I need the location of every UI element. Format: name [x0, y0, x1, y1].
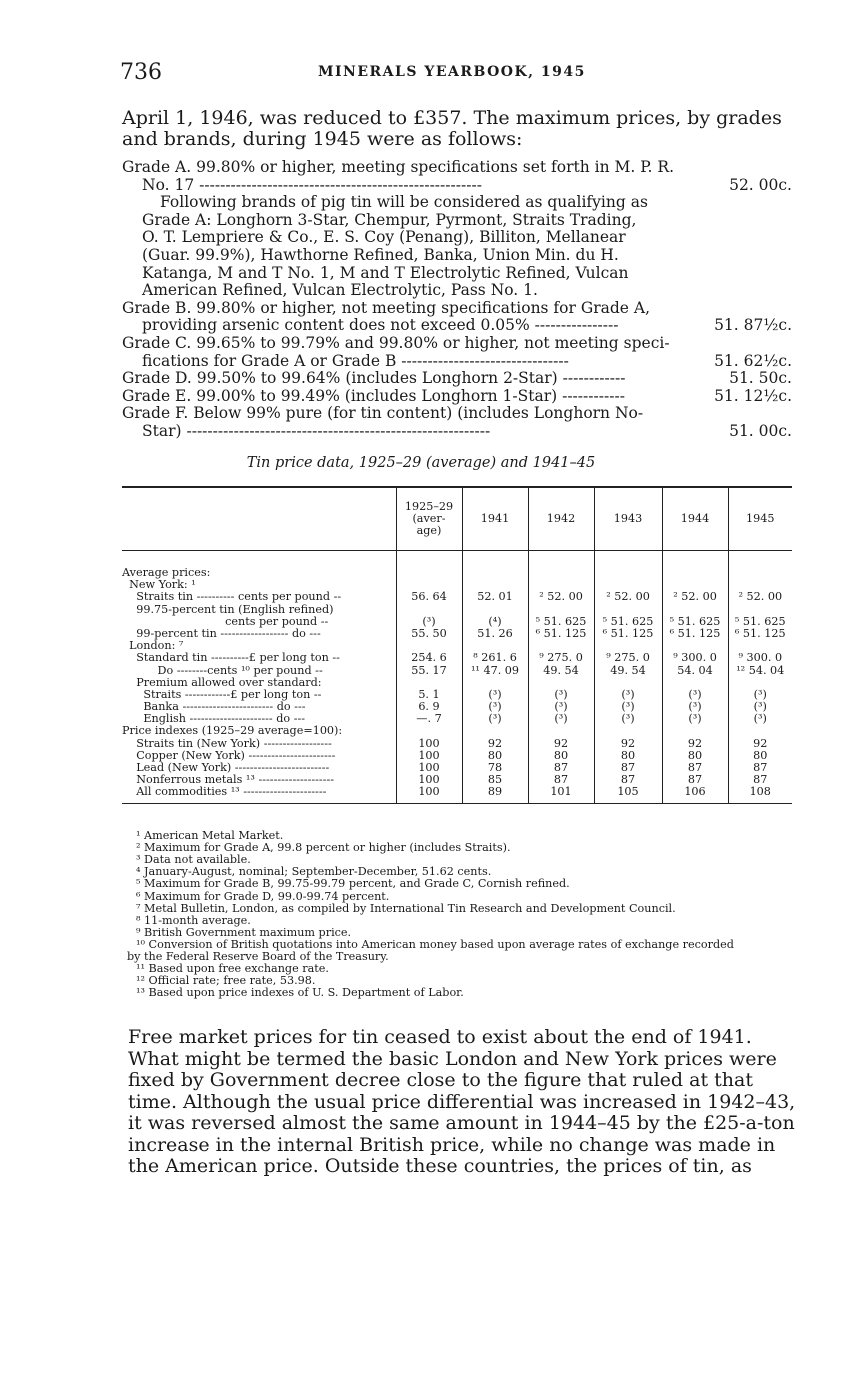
table-cell: (³) — [488, 700, 502, 714]
footnote: ¹² Official rate; free rate, 53.98. — [136, 974, 316, 988]
row-label: 99-percent tin ------------------ do --- — [122, 626, 321, 640]
table-cell: 80 — [487, 748, 503, 762]
table-cell: 52. 01 — [477, 590, 513, 604]
table-cell: (³) — [621, 712, 635, 726]
table-cell — [729, 567, 793, 579]
grade-line: Grade C. 99.65% to 99.79% and 99.80% or higher, not meeting speci- — [122, 334, 670, 352]
table-cell: (³) — [554, 700, 568, 714]
table-cell: ² 52. 00 — [539, 590, 583, 604]
table-stub-header — [122, 487, 396, 551]
tin-price-table — [122, 486, 792, 804]
table-cell — [529, 604, 594, 616]
running-title: MINERALS YEARBOOK, 1945 — [318, 64, 586, 80]
table-cell: 92 — [553, 736, 569, 750]
footnote: ⁸ 11-month average. — [136, 913, 251, 927]
table-cell — [663, 567, 728, 579]
table-cell — [595, 567, 662, 579]
table-cell: ¹² 54. 04 — [736, 663, 785, 677]
row-label: New York: ¹ — [122, 578, 196, 592]
table-cell: (³) — [688, 712, 702, 726]
paragraph-line: What might be termed the basic London and New York prices were — [128, 1047, 777, 1070]
row-labels — [122, 551, 396, 804]
table-cell: (³) — [688, 687, 702, 701]
closing-paragraph — [128, 1027, 798, 1178]
table-cell: 55. 50 — [411, 626, 447, 640]
grade-line: Grade D. 99.50% to 99.64% (includes Longhorn 2-Star) ------------ — [122, 369, 626, 388]
table-cell: 87 — [687, 761, 703, 774]
footnote: ⁷ Metal Bulletin, London, as compiled by International Tin Research and Development Council. — [136, 901, 676, 915]
table-cell: 100 — [418, 773, 440, 787]
grade-line: Grade E. 99.00% to 99.49% (includes Longhorn 1-Star) ------------ — [122, 386, 625, 405]
footnote: ¹⁰ Conversion of British quotations into American money based upon average rates of exchange recorded — [136, 937, 734, 951]
column-header: 1941 — [462, 487, 528, 551]
paragraph-line: the American price. Outside these countries, the prices of tin, as — [128, 1155, 752, 1177]
table-cell: ⁵ 51. 625 — [535, 614, 587, 628]
table-cell: 85 — [487, 773, 503, 787]
table-cell: 51. 26 — [477, 626, 513, 640]
grade-price: 51. 00c. — [729, 422, 792, 440]
grade-line: Grade B. 99.80% or higher, not meeting specifications for Grade A, — [122, 298, 651, 317]
paragraph-line: Free market prices for tin ceased to exist about the end of 1941. — [128, 1026, 752, 1048]
table-cell — [663, 604, 728, 616]
data-column — [396, 551, 462, 804]
grade-price: 51. 62½c. — [714, 351, 792, 370]
table-cell: 87 — [553, 761, 569, 774]
column-header: 1942 — [528, 487, 594, 551]
grade-line: Katanga, M and T No. 1, M and T Electrolytic Refined, Vulcan — [142, 263, 629, 282]
row-label: Straits ------------£ per long ton -- — [122, 687, 322, 701]
paragraph-line: time. Although the usual price differential was increased in 1942–43, — [128, 1090, 796, 1113]
row-label: Lead (New York) ------------------------- — [122, 761, 330, 774]
row-label: cents per pound -- — [122, 614, 329, 628]
table-cell: 49. 54 — [543, 663, 579, 677]
table-cell: 87 — [620, 761, 636, 774]
table-cell — [463, 567, 528, 579]
footnote: by the Federal Reserve Board of the Treasury. — [127, 950, 389, 963]
table-cell: 80 — [687, 748, 703, 762]
table-cell: ⁹ 300. 0 — [673, 651, 717, 665]
table-cell: 6. 9 — [418, 700, 440, 714]
table-cell: 100 — [418, 785, 440, 799]
table-cell — [463, 604, 528, 616]
table-cell: 89 — [487, 785, 503, 799]
row-label: English ---------------------- do --- — [122, 712, 306, 726]
table-cell: 100 — [418, 736, 440, 750]
grade-line: American Refined, Vulcan Electrolytic, Pass No. 1. — [142, 281, 538, 300]
row-label: 99.75-percent tin (English refined) — [122, 602, 334, 616]
column-header: 1943 — [594, 487, 662, 551]
table-cell: 106 — [684, 785, 706, 799]
table-cell: ⁹ 300. 0 — [738, 651, 783, 665]
footnote: ¹ American Metal Market. — [136, 829, 284, 842]
table-cell: (³) — [488, 687, 502, 701]
table-cell: ⁶ 51. 125 — [602, 626, 654, 640]
row-label: Price indexes (1925–29 average=100): — [122, 724, 343, 738]
table-cell: 92 — [753, 736, 768, 750]
table-cell: (³) — [688, 700, 702, 714]
table-cell: (³) — [753, 712, 767, 726]
footnote: ¹³ Based upon price indexes of U. S. Department of Labor. — [136, 986, 464, 1000]
table-cell: 87 — [553, 773, 569, 787]
table-cell: 55. 17 — [411, 663, 447, 677]
table-cell — [595, 604, 662, 616]
grade-line: providing arsenic content does not exceed 0.05% ---------------- — [142, 316, 619, 335]
row-label: Average prices: — [122, 566, 211, 579]
table-cell: 105 — [617, 785, 639, 799]
table-cell — [595, 725, 662, 737]
table-cell: 87 — [753, 761, 768, 774]
row-label: Straits tin ---------- cents per pound -- — [122, 590, 342, 604]
table-cell: 108 — [749, 785, 771, 799]
table-cell: (³) — [621, 700, 635, 714]
table-cell: ¹¹ 47. 09 — [470, 663, 520, 677]
row-label: Copper (New York) ----------------------- — [122, 748, 336, 762]
table-cell — [663, 725, 728, 737]
footnote: ⁵ Maximum for Grade B, 99.75-99.79 percent, and Grade C, Cornish refined. — [136, 877, 570, 891]
table-cell: 80 — [753, 748, 768, 762]
table-cell: 100 — [418, 761, 440, 774]
table-cell: 100 — [418, 748, 440, 762]
table-cell: (³) — [554, 687, 568, 701]
table-cell: 87 — [687, 773, 703, 787]
table-cell — [729, 604, 793, 616]
intro-line: April 1, 1946, was reduced to £357. The maximum prices, by grades — [122, 107, 782, 129]
footnote: ⁹ British Government maximum price. — [136, 925, 352, 939]
table-cell — [397, 567, 462, 579]
table-cell: 78 — [487, 761, 503, 774]
table-cell: 254. 6 — [411, 651, 447, 665]
intro-line: and brands, during 1945 were as follows: — [122, 128, 523, 150]
table-cell — [529, 725, 594, 737]
row-label: Standard tin ----------£ per long ton -- — [122, 651, 340, 665]
footnotes — [0, 830, 842, 1010]
footnote: ³ Data not available. — [136, 853, 251, 867]
table-cell: (³) — [753, 687, 767, 701]
table-cell — [397, 604, 462, 616]
table-caption: Tin price data, 1925–29 (average) and 1941–45 — [246, 455, 596, 471]
table-cell: ⁶ 51. 125 — [734, 626, 786, 640]
intro-paragraph — [122, 108, 782, 150]
table-cell: ⁸ 261. 6 — [473, 651, 517, 665]
column-header: 1925–29 (aver- age) — [396, 487, 462, 551]
table-cell: ⁶ 51. 125 — [669, 626, 721, 640]
table-cell: (³) — [554, 712, 568, 726]
table-cell: ⁶ 51. 125 — [535, 626, 587, 640]
table-cell: ⁵ 51. 625 — [734, 614, 786, 628]
table-cell: 92 — [620, 736, 636, 750]
table-cell: (³) — [621, 687, 635, 701]
grade-price: 51. 87½c. — [714, 316, 792, 335]
grade-line: (Guar. 99.9%), Hawthorne Refined, Banka, Union Min. du H. — [142, 246, 619, 264]
grade-price: 51. 50c. — [729, 369, 792, 388]
table-cell: 56. 64 — [411, 590, 447, 604]
grade-line: Grade A: Longhorn 3-Star, Chempur, Pyrmont, Straits Trading, — [142, 210, 637, 229]
data-column — [728, 551, 792, 804]
grade-line: fications for Grade A or Grade B -------------------------------- — [142, 351, 569, 370]
footnote: ⁴ January-August, nominal; September-December, 51.62 cents. — [136, 865, 492, 879]
table-cell: (⁴) — [488, 614, 502, 628]
footnote: ⁶ Maximum for Grade D, 99.0-99.74 percent. — [136, 889, 390, 903]
row-label: Do --------cents ¹⁰ per pound -- — [122, 663, 323, 677]
grade-line: Following brands of pig tin will be considered as qualifying as — [160, 193, 648, 212]
table-cell — [529, 567, 594, 579]
data-column — [662, 551, 728, 804]
table-cell — [397, 725, 462, 737]
grade-price: 51. 12½c. — [714, 386, 792, 405]
footnote: ¹¹ Based upon free exchange rate. — [136, 962, 329, 976]
grade-line: Star) ---------------------------------------------------------- — [142, 422, 491, 440]
paragraph-line: fixed by Government decree close to the figure that ruled at that — [128, 1069, 753, 1091]
row-label: Banka ------------------------ do --- — [122, 700, 306, 714]
paragraph-line: it was reversed almost the same amount in 1944–45 by the £25-a-ton — [128, 1112, 795, 1134]
column-header: 1944 — [662, 487, 728, 551]
table-cell: ² 52. 00 — [738, 590, 783, 604]
table-cell: ⁹ 275. 0 — [539, 651, 583, 665]
table-cell: ² 52. 00 — [673, 590, 717, 604]
table-cell: 87 — [620, 773, 636, 787]
grade-line: O. T. Lempriere & Co., E. S. Coy (Penang), Billiton, Mellanear — [142, 228, 626, 247]
row-label: All commodities ¹³ ---------------------- — [122, 785, 327, 799]
table-cell: 101 — [550, 785, 572, 799]
table-cell: 49. 54 — [610, 663, 646, 677]
table-cell: 80 — [620, 748, 636, 762]
data-column — [528, 551, 594, 804]
column-header: 1945 — [728, 487, 792, 551]
page-number: 736 — [120, 60, 162, 85]
footnote: ² Maximum for Grade A, 99.8 percent or higher (includes Straits). — [136, 841, 511, 855]
table-cell — [729, 725, 793, 737]
table-cell: (³) — [422, 614, 436, 628]
table-cell — [463, 725, 528, 737]
grade-line: No. 17 ------------------------------------------------------ — [142, 175, 482, 194]
row-label: Nonferrous metals ¹³ -------------------- — [122, 773, 335, 787]
table-cell: ² 52. 00 — [606, 590, 650, 604]
row-label: Premium allowed over standard: — [122, 675, 322, 689]
table-cell: 5. 1 — [418, 687, 440, 701]
table-cell: 92 — [687, 736, 703, 750]
table-cell: 92 — [487, 736, 503, 750]
table-cell: 87 — [753, 773, 768, 787]
table-cell: 80 — [553, 748, 569, 762]
grade-price-list — [0, 159, 842, 439]
paragraph-line: increase in the internal British price, while no change was made in — [128, 1133, 776, 1156]
data-column — [462, 551, 528, 804]
grade-price: 52. 00c. — [729, 175, 792, 194]
table-cell: 54. 04 — [677, 663, 713, 677]
table-cell: ⁹ 275. 0 — [606, 651, 650, 665]
grade-line: Grade A. 99.80% or higher, meeting specifications set forth in M. P. R. — [122, 158, 674, 176]
table-cell: ⁵ 51. 625 — [602, 614, 654, 628]
row-label: Straits tin (New York) ------------------ — [122, 736, 332, 750]
table-cell: (³) — [488, 712, 502, 726]
table-cell: (³) — [753, 700, 767, 714]
table-cell: ⁵ 51. 625 — [669, 614, 721, 628]
data-column — [594, 551, 662, 804]
grade-line: Grade F. Below 99% pure (for tin content) (includes Longhorn No- — [122, 404, 644, 423]
table-cell: —. 7 — [416, 712, 442, 726]
row-label: London: ⁷ — [122, 639, 184, 653]
